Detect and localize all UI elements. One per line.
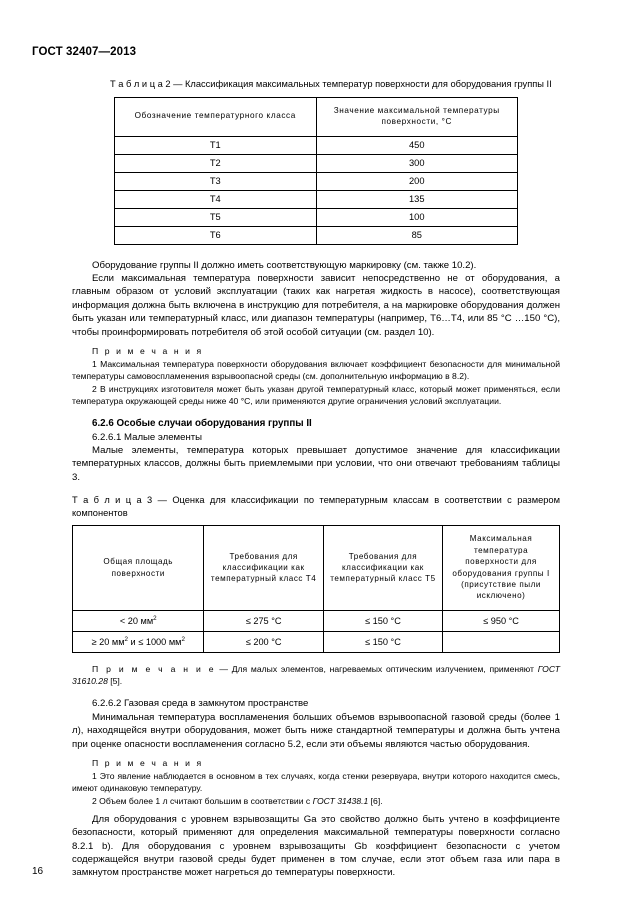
table-temperature-classes: [114, 97, 518, 245]
note-item: [72, 795, 560, 807]
note-reference: ГОСТ 31438.1: [312, 795, 369, 806]
table-row: [115, 172, 518, 190]
note-item-suffix: [6].: [368, 795, 383, 806]
table3-cell-area: [73, 631, 204, 652]
paragraph-marking: Оборудование группы II должно иметь соответствующую маркировку (см. также 10.2).: [92, 259, 477, 271]
table2-cell-class: Т4: [115, 190, 317, 208]
table-row: [115, 226, 518, 244]
table3-cell-t5: ≤ 150 °С: [323, 610, 442, 631]
table2-cell-class: Т6: [115, 226, 317, 244]
page-content: [72, 78, 560, 880]
table2-cell-value: 200: [316, 172, 518, 190]
table2-caption: Т а б л и ц а 2 — Классификация максимальных температур поверхности для оборудования группы II: [110, 79, 552, 89]
subsection-heading-6261: 6.2.6.1 Малые элементы: [92, 431, 203, 443]
note-item: 1 Максимальная температура поверхности оборудования включает коэффициент безопасности для минимальной температуры самовоспламенения взрывоопасной среды (см. дополнительную информацию в 8.2).: [72, 359, 560, 382]
notes-title: П р и м е ч а н и я: [92, 346, 204, 357]
table3-cell-area: [73, 610, 204, 631]
table2-cell-value: 100: [316, 208, 518, 226]
table-row: [115, 136, 518, 154]
page-number: 16: [32, 866, 44, 877]
table3-cell-t4: ≤ 200 °С: [204, 631, 323, 652]
area-value-row2: ≥ 20 $мм^2$ и ≤ 1000 $мм^2$: [91, 635, 185, 647]
table-row: [73, 631, 560, 652]
note-item: 2 В инструкциях изготовителя может быть указан другой температурный класс, который может применяться, если температура окружающей среды ниже 40 °С, или применяются другие ограничения условий эксплуатации.: [72, 383, 560, 406]
table2-cell-class: Т3: [115, 172, 317, 190]
table2-cell-value: 85: [316, 226, 518, 244]
table-header-row: [73, 526, 560, 610]
note-item-prefix: 2 Объем более 1 л считают большим в соответствии с: [92, 795, 313, 806]
note-title: П р и м е ч а н и е: [92, 663, 216, 674]
table3-cell-group1: ≤ 950 °С: [443, 610, 560, 631]
table3-header-cell: Требования для классификации как температурный класс Т4: [204, 526, 323, 610]
table2-cell-class: Т2: [115, 154, 317, 172]
table3-caption: Т а б л и ц а 3 — Оценка для классификации по температурным классам в соответствии с размером компонентов: [72, 495, 560, 518]
table-component-size-classification: [72, 525, 560, 652]
table3-cell-t5: ≤ 150 °С: [323, 631, 442, 652]
table2-cell-value: 135: [316, 190, 518, 208]
notes-block-1: [72, 345, 560, 407]
table3-cell-group1: [443, 631, 560, 652]
notes-block-2: [72, 757, 560, 807]
note-reference-suffix: [5].: [107, 676, 123, 687]
table-row: [115, 154, 518, 172]
table-header-row: [115, 97, 518, 136]
note-reference: ГОСТ 31610.28: [72, 663, 560, 687]
table3-header-cell: Общая площадь поверхности: [73, 526, 204, 610]
note-item: 1 Это явление наблюдается в основном в тех случаях, когда стенки резервуара, внутри которого находится смесь, имеют одинаковую температуру.: [72, 771, 560, 794]
subsection-heading-6262: 6.2.6.2 Газовая среда в замкнутом пространстве: [92, 698, 309, 710]
paragraph-small-components: Малые элементы, температура которых превышает допустимое значение для классификации температурных классов, должны быть приемлемыми при условии, что они отвечают требованиям таблицы 3.: [72, 445, 560, 483]
table2-cell-value: 450: [316, 136, 518, 154]
table2-cell-class: Т5: [115, 208, 317, 226]
table-row: [115, 208, 518, 226]
paragraph-surface-temperature: Если максимальная температура поверхности зависит непосредственно не от оборудования, а главным образом от условий эксплуатации (таких как нагретая жидкость в насосе), соответствующая информация должна быть включена в инструкцию для потребителя, а на маркировке оборудования должен быть указан или температурный класс, или диапазон температуры (например, Т6…Т4, или 85 °С …150 °С), чтобы проинформировать потребителя об этой особой ситуации (см. раздел 10).: [72, 273, 560, 338]
area-value-row1: < 20 $мм^2$: [119, 614, 157, 626]
table2-header-cell: Обозначение температурного класса: [115, 97, 317, 136]
notes-title: П р и м е ч а н и я: [92, 757, 204, 768]
table3-header-cell: Требования для классификации как температурный класс Т5: [323, 526, 442, 610]
table3-cell-t4: ≤ 275 °С: [204, 610, 323, 631]
table-row: [73, 610, 560, 631]
table-row: [115, 190, 518, 208]
table2-cell-class: Т1: [115, 136, 317, 154]
table2-header-cell: Значение максимальной температуры поверхности, °С: [316, 97, 518, 136]
note-text: — Для малых элементов, нагреваемых оптическим излучением, применяют: [215, 663, 534, 674]
table3-header-cell: Максимальная температура поверхности для оборудования группы I (присутствие пыли исключено): [443, 526, 560, 610]
paragraph-protection-levels: Для оборудования с уровнем взрывозащиты Ga это свойство должно быть учтено в коэффициенте безопасности, который применяют для определения максимальной температуры поверхности согласно 8.2.1 b). Для оборудования с уровнем взрывозащиты Gb коэффициент безопасности с учетом содержащейся внутри газовой среды будет применен в том случае, если этот объем газа или пара в замкнутом пространстве может нагреться до температуры поверхности.: [72, 813, 560, 879]
note-table3: [72, 663, 560, 687]
standard-header: ГОСТ 32407—2013: [32, 46, 137, 58]
table2-cell-value: 300: [316, 154, 518, 172]
paragraph-enclosed-gas: Минимальная температура воспламенения больших объемов взрывоопасной газовой среды (более 1 л), находящейся внутри оборудования, может быть ниже стандартной температуры и должна быть учтена при оценке опасности воспламенения согласно 5.2, если эти объемы являются частью оборудования.: [72, 711, 560, 750]
section-heading-626: 6.2.6 Особые случаи оборудования группы II: [92, 418, 312, 430]
